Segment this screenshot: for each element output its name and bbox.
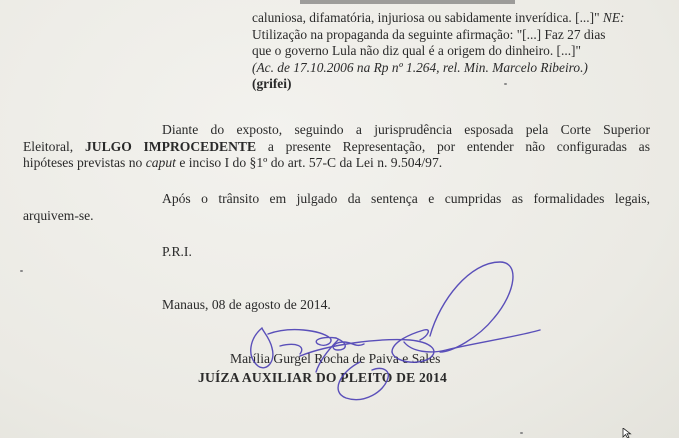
date-line: Manaus, 08 de agosto de 2014. — [162, 297, 331, 312]
paper-speck — [520, 432, 523, 434]
paper-speck — [20, 270, 23, 272]
decision-line-3: hipóteses previstas no caput e inciso I do §1º do art. 57-C da Lei n. 9.504/97. — [23, 155, 443, 170]
quote-line-3: que o governo Lula não diz qual é a origem do dinheiro. [...]" — [252, 43, 581, 58]
archive-line-1: Após o trânsito em julgado da sentença e cumpridas as formalidades legais, — [162, 191, 650, 206]
quote-line-1: caluniosa, difamatória, injuriosa ou sabidamente inverídica. [...]" NE: — [252, 10, 625, 25]
mouse-pointer-icon — [622, 428, 632, 438]
paper-speck — [504, 83, 507, 85]
quote-ne-label: NE: — [602, 10, 625, 25]
signatory-title: JUÍZA AUXILIAR DO PLEITO DE 2014 — [198, 370, 447, 385]
pri-line: P.R.I. — [162, 244, 192, 259]
archive-line-2: arquivem-se. — [23, 207, 94, 223]
judgment-keyword: JULGO IMPROCEDENTE — [84, 138, 257, 154]
quote-line-2: Utilização na propaganda da seguinte afirmação: "[...] Faz 27 dias — [252, 26, 606, 42]
quote-grifei: (grifei) — [252, 76, 292, 91]
decision-line-1: Diante do exposto, seguindo a jurisprudência esposada pela Corte Superior — [162, 122, 650, 137]
quote-citation: (Ac. de 17.10.2006 na Rp nº 1.264, rel. Min. Marcelo Ribeiro.) — [252, 59, 588, 75]
signatory-name: Marília Gurgel Rocha de Paiva e Sales — [230, 351, 441, 366]
decision-line-2: Eleitoral, JULGO IMPROCEDENTE a presente Representação, por entender não configuradas as — [23, 138, 651, 154]
